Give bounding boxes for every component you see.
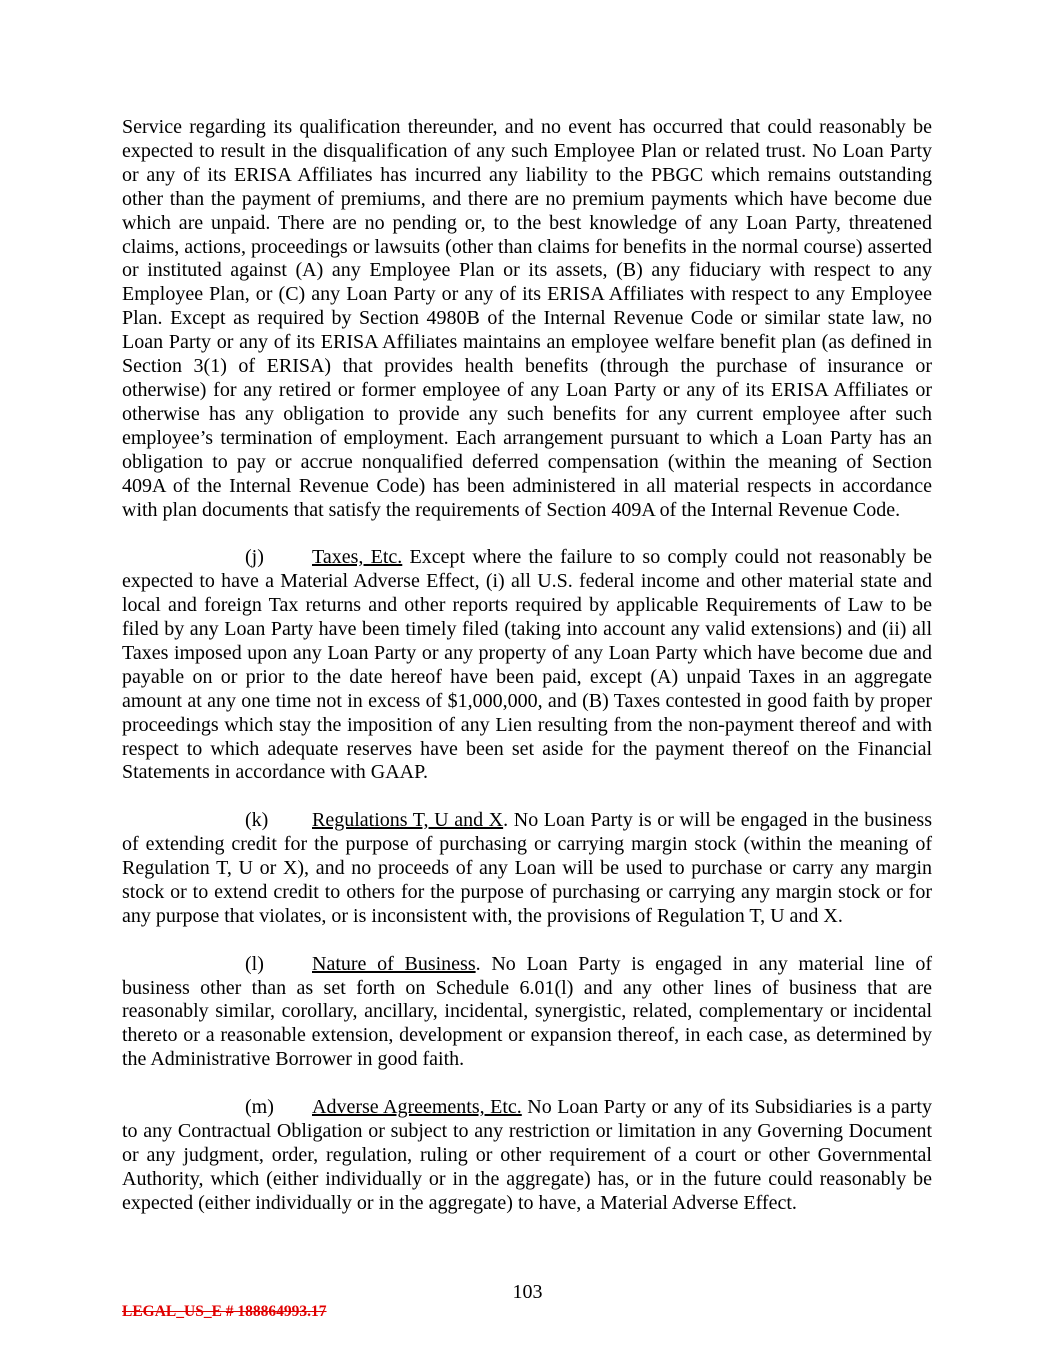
paragraph-continuation xyxy=(122,116,932,522)
paragraph-letter: (j) xyxy=(245,546,264,569)
paragraph-j xyxy=(122,546,932,785)
page-number: 103 xyxy=(512,1281,543,1303)
paragraph-heading: Adverse Agreements, Etc. xyxy=(312,1096,522,1119)
paragraph-heading-suffix: . xyxy=(503,809,509,832)
paragraph-letter: (l) xyxy=(245,952,264,975)
paragraph-k xyxy=(122,809,932,929)
document-body xyxy=(122,116,932,1216)
paragraph-text: No Loan Party is engaged in any material line of business other than as set forth on Schedule 6.01(l) and any other lines of business that are reasonably similar, corollary, ancillary, incidental, synergistic, related, complementary or incidental thereto or a reasonable extension, development or expansion thereof, in each case, as determined by the Administrative Borrower in good faith. xyxy=(122,952,933,1071)
paragraph-heading-suffix: . xyxy=(475,952,481,975)
paragraph-heading: Nature of Business xyxy=(312,952,476,975)
paragraph-text: No Loan Party is or will be engaged in the business of extending credit for the purpose of purchasing or carrying margin stock (within the meaning of Regulation T, U or X), and no proceeds of any Loan will be used to purchase or carry any margin stock or to extend credit to others for the purpose of purchasing or carrying any margin stock or for any purpose that violates, or is inconsistent with, the provisions of Regulation T, U and X. xyxy=(122,809,933,927)
paragraph-text: No Loan Party or any of its Subsidiaries is a party to any Contractual Obligation or subject to any restriction or limitation in any Governing Document or any judgment, order, regulation, ruling or other requirement of a court or other Governmental Authority, which (either individually or in the aggregate) has, or in the future could reasonably be expected (either individually or in the aggregate) to have, a Material Adverse Effect. xyxy=(122,1096,932,1214)
paragraph-text: Service regarding its qualification thereunder, and no event has occurred that could reasonably be expected to result in the disqualification of any such Employee Plan or related trust. No Loan Party or any of its ERISA Affiliates has incurred any liability to the PBGC which remains outstanding other than the payment of premiums, and there are no premium payments which have become due which are unpaid. There are no pending or, to the best knowledge of any Loan Party, threatened claims, actions, proceedings or lawsuits (other than claims for benefits in the normal course) asserted or instituted against (A) any Employee Plan or its assets, (B) any fiduciary with respect to any Employee Plan, or (C) any Loan Party or any of its ERISA Affiliates with respect to any Employee Plan. Except as required by Section 4980B of the Internal Revenue Code or similar state law, no Loan Party or any of its ERISA Affiliates maintains an employee welfare benefit plan (as defined in Section 3(1) of ERISA) that provides health benefits (through the purchase of insurance or otherwise) for any retired or former employee of any Loan Party or any of its ERISA Affiliates or otherwise has any obligation to provide any such benefits for any current employee after such employee’s termination of employment. Each arrangement pursuant to which a Loan Party has an obligation to pay or accrue nonqualified deferred compensation (within the meaning of Section 409A of the Internal Revenue Code) has been administered in all material respects in accordance with plan documents that satisfy the requirements of Section 409A of the Internal Revenue Code. xyxy=(122,116,932,521)
paragraph-letter: (k) xyxy=(245,809,269,832)
footer-doc-id: LEGAL_US_E # 188864993.17 xyxy=(122,1303,327,1320)
paragraph-letter: (m) xyxy=(245,1096,274,1119)
paragraph-heading: Taxes, Etc. xyxy=(312,546,403,569)
paragraph-m xyxy=(122,1096,932,1216)
paragraph-text: Except where the failure to so comply could not reasonably be expected to have a Material Adverse Effect, (i) all U.S. federal income and other material state and local and foreign Tax returns and other reports required by applicable Requirements of Law to be filed by any Loan Party have been timely filed (taking into account any valid extensions) and (ii) all Taxes imposed upon any Loan Party or any property of any Loan Party which have become due and payable on or prior to the date hereof have been paid, except (A) unpaid Taxes in an aggregate amount at any one time not in excess of $1,000,000, and (B) Taxes contested in good faith by proper proceedings which stay the imposition of any Lien resulting from the non-payment thereof and with respect to which adequate reserves have been set aside for the payment thereof on the Financial Statements in accordance with GAAP. xyxy=(122,546,932,784)
paragraph-l xyxy=(122,953,932,1073)
paragraph-heading: Regulations T, U and X xyxy=(312,809,504,832)
